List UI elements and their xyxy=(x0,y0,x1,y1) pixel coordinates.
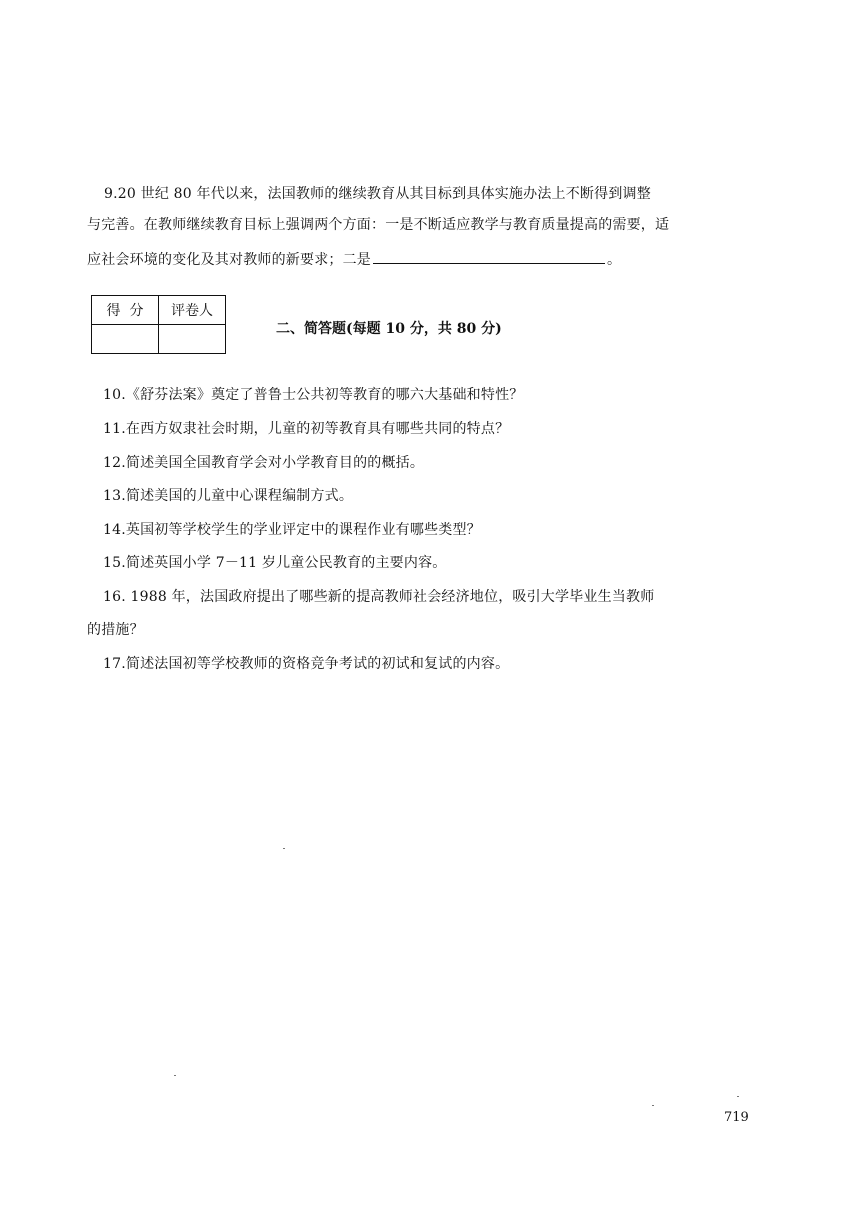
question-11: 11.在西方奴隶社会时期，儿童的初等教育具有哪些共同的特点？ xyxy=(103,421,510,437)
scan-speck xyxy=(737,1096,739,1097)
reviewer-label: 评卷人 xyxy=(159,296,226,325)
question-9-line-3-prefix: 应社会环境的变化及其对教师的新要求；二是 xyxy=(87,252,371,268)
question-16-line-1: 16. 1988 年，法国政府提出了哪些新的提高教师社会经济地位，吸引大学毕业生当教师 xyxy=(103,589,655,605)
score-cell[interactable] xyxy=(92,325,159,354)
question-15: 15.简述英国小学 7－11 岁儿童公民教育的主要内容。 xyxy=(103,555,447,571)
section-2-title: 二、简答题(每题 10 分，共 80 分) xyxy=(276,321,502,337)
question-9-line-2: 与完善。在教师继续教育目标上强调两个方面：一是不断适应教学与教育质量提高的需要，适 xyxy=(87,217,670,233)
score-label: 得 分 xyxy=(92,296,159,325)
scan-speck xyxy=(652,1105,654,1106)
question-16-line-2: 的措施？ xyxy=(87,622,144,638)
question-9-line-1: 9.20 世纪 80 年代以来，法国教师的继续教育从其目标到具体实施办法上不断得到调整 xyxy=(104,186,651,202)
question-12: 12.简述美国全国教育学会对小学教育目的的概括。 xyxy=(103,455,425,471)
question-9-line-3-suffix: 。 xyxy=(607,252,622,268)
score-table xyxy=(91,295,226,354)
reviewer-cell[interactable] xyxy=(159,325,226,354)
question-13: 13.简述美国的儿童中心课程编制方式。 xyxy=(103,488,354,504)
page-number: 719 xyxy=(724,1110,749,1125)
question-17: 17.简述法国初等学校教师的资格竞争考试的初试和复试的内容。 xyxy=(103,656,510,672)
scan-speck xyxy=(283,848,285,849)
question-9-line-3 xyxy=(87,249,621,269)
question-14: 14.英国初等学校学生的学业评定中的课程作业有哪些类型？ xyxy=(103,522,481,538)
question-10: 10.《舒芬法案》奠定了普鲁士公共初等教育的哪六大基础和特性？ xyxy=(103,387,524,403)
answer-blank[interactable] xyxy=(373,249,605,264)
scan-speck xyxy=(174,1075,176,1076)
